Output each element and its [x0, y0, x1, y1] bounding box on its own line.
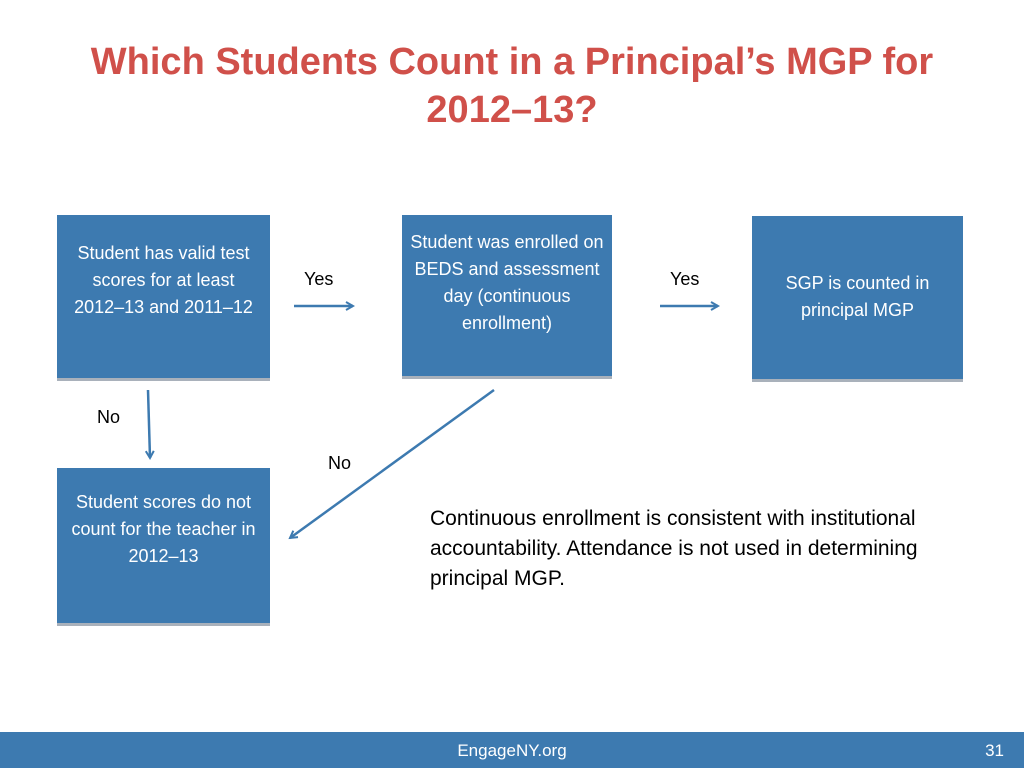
sgp-counted-text: SGP is counted in principal MGP: [785, 273, 930, 320]
page-number: 31: [985, 741, 1004, 760]
slide-title: Which Students Count in a Principal’s MGP for 2012–13?: [90, 41, 934, 131]
no-label-1: No: [97, 407, 121, 427]
footer-bar: [0, 732, 1024, 768]
enrollment-note: Continuous enrollment is consistent with institutional accountability. Attendance is not used in determining principal MGP.: [430, 507, 918, 590]
no-label-2: No: [328, 453, 352, 473]
yes-label-1: Yes: [304, 269, 334, 289]
yes-label-2: Yes: [670, 269, 700, 289]
footer-site: EngageNY.org: [457, 741, 567, 760]
scores-not-counted-text: Student scores do not count for the teacher in 2012–13: [71, 492, 256, 566]
valid-scores-text: Student has valid test scores for at least 2012–13 and 2011–12: [74, 243, 253, 317]
no-arrow-1: [148, 390, 150, 458]
continuous-enrollment-text: Student was enrolled on BEDS and assessment day (continuous enrollment): [410, 232, 604, 333]
